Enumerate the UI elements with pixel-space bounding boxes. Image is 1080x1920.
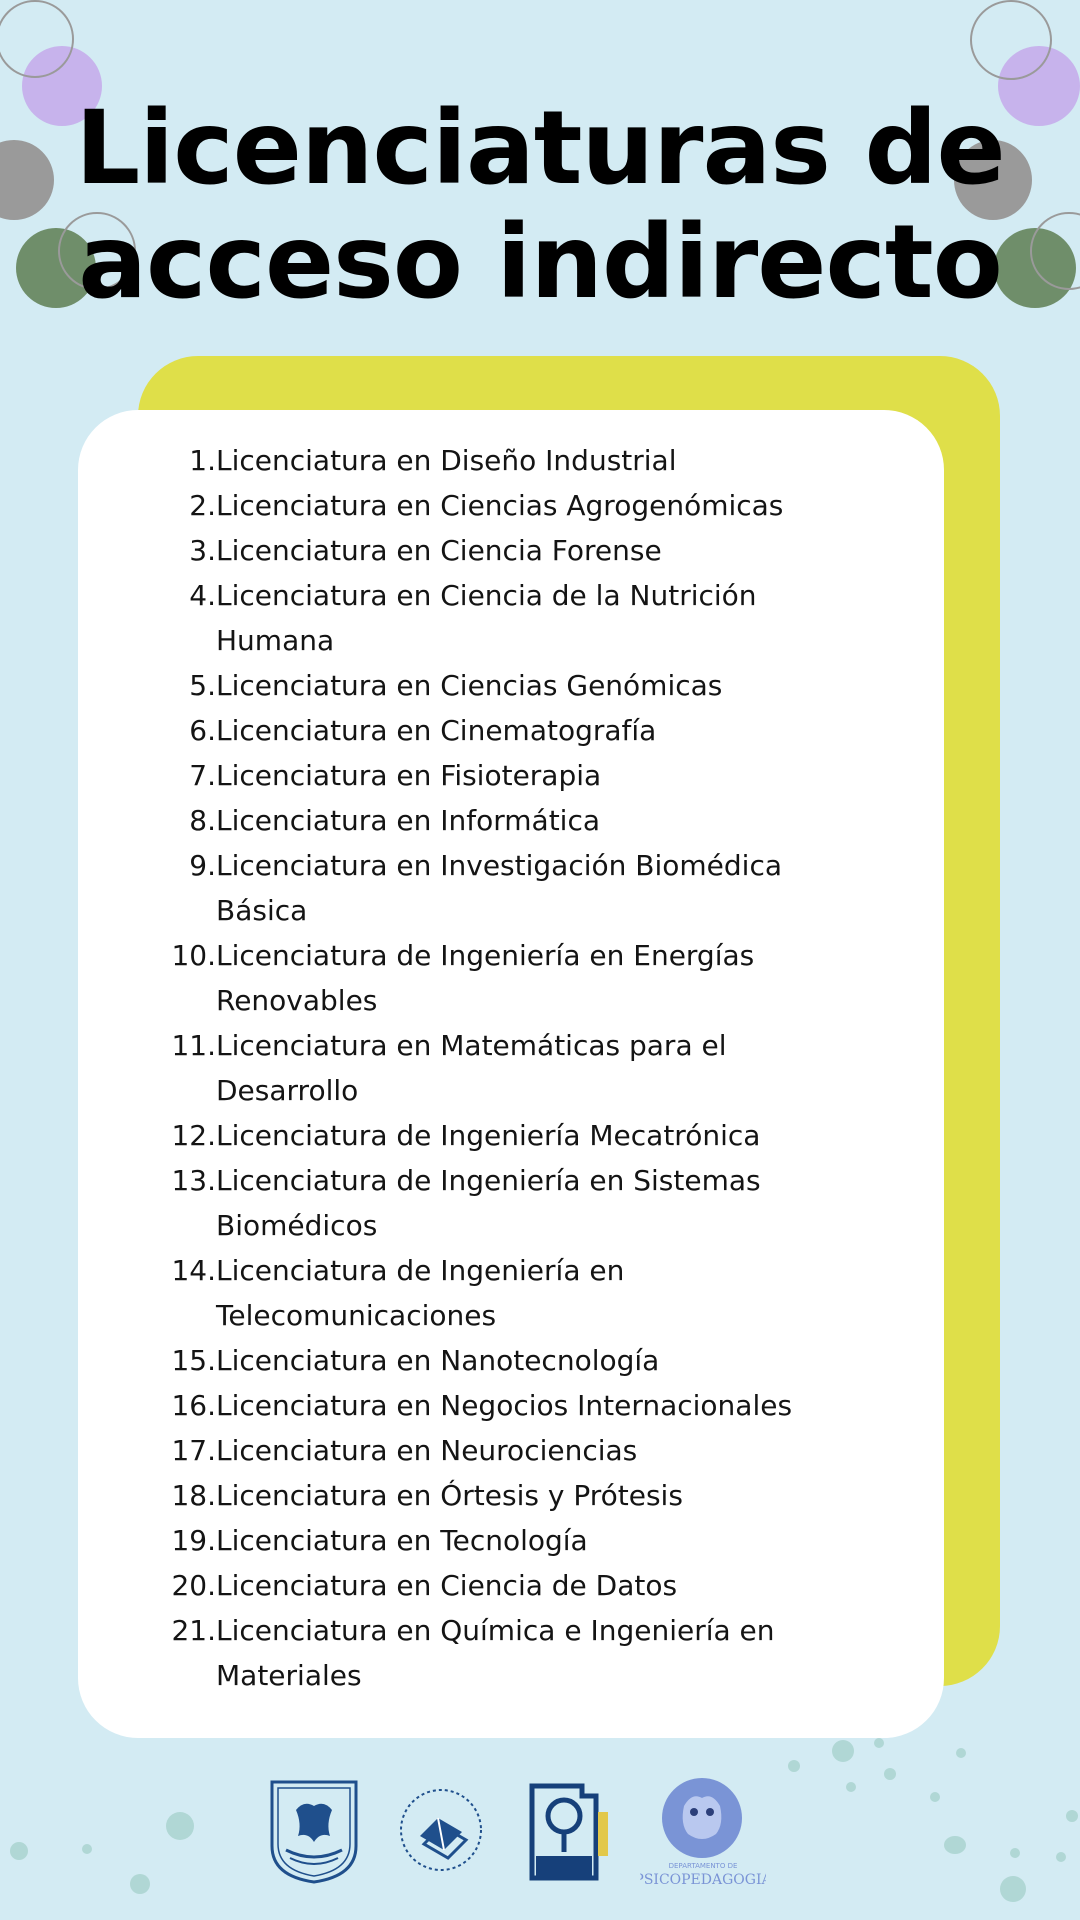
list-item: [140, 1473, 840, 1518]
list-item: [140, 618, 840, 663]
list-item-text: Licenciatura en Ciencia de la Nutrición: [216, 579, 757, 612]
list-item: [140, 528, 840, 573]
list-item-number: 14.: [171, 1254, 216, 1287]
psico-top-text: DEPARTAMENTO DE: [668, 1862, 738, 1870]
list-item: [140, 438, 840, 483]
unam-seal-logo: [266, 1776, 362, 1884]
list-item-number: 10.: [171, 939, 216, 972]
logos-row: [0, 1770, 1080, 1890]
list-item-text: Telecomunicaciones: [216, 1299, 497, 1332]
list-item-number: 12.: [171, 1119, 216, 1152]
cch-logo: [526, 1782, 612, 1882]
list-item-number: 2.: [189, 489, 216, 522]
list-item-text: Licenciatura en Tecnología: [216, 1524, 588, 1557]
list-item-text: Licenciatura en Investigación Biomédica: [216, 849, 783, 882]
list-item: [140, 573, 840, 618]
list-item: [140, 933, 840, 978]
title-line-1: Licenciaturas de: [75, 89, 1005, 208]
list-item: [140, 1428, 840, 1473]
list-item-text: Licenciatura en Nanotecnología: [216, 1344, 660, 1377]
list-item: [140, 1383, 840, 1428]
list-item-number: 6.: [189, 714, 216, 747]
list-item-number: 1.: [189, 444, 216, 477]
list-item: [140, 1113, 840, 1158]
list-item: [140, 1068, 840, 1113]
list-item-number: 3.: [189, 534, 216, 567]
list-item-number: 17.: [171, 1434, 216, 1467]
list-item: [140, 843, 840, 888]
page-title: [0, 89, 1080, 322]
list-item-text: Licenciatura de Ingeniería Mecatrónica: [216, 1119, 761, 1152]
footer-dot: [874, 1738, 884, 1748]
list-item-number: 4.: [189, 579, 216, 612]
list-item-number: 13.: [171, 1164, 216, 1197]
list-item-text: Licenciatura de Ingeniería en: [216, 1254, 625, 1287]
list-item-text: Licenciatura en Cinematografía: [216, 714, 657, 747]
list-item-text: Renovables: [216, 984, 378, 1017]
list-item: [140, 1203, 840, 1248]
list-item: [140, 1338, 840, 1383]
list-item-number: 9.: [189, 849, 216, 882]
list-item: [140, 1158, 840, 1203]
list-item-number: [140, 978, 216, 1023]
list-item-text: Licenciatura en Informática: [216, 804, 601, 837]
list-item-number: 18.: [171, 1479, 216, 1512]
list-item-text: Licenciatura en Ciencia de Datos: [216, 1569, 678, 1602]
ring-top-right: [970, 0, 1052, 80]
list-item: [140, 978, 840, 1023]
list-item: [140, 663, 840, 708]
degree-list: [140, 438, 840, 1698]
list-item: [140, 798, 840, 843]
list-item-text: Licenciatura en Diseño Industrial: [216, 444, 677, 477]
list-item-number: [140, 1293, 216, 1338]
list-item-text: Básica: [216, 894, 308, 927]
list-item-text: Humana: [216, 624, 335, 657]
list-item: [140, 1293, 840, 1338]
list-item-text: Licenciatura en Ciencia Forense: [216, 534, 662, 567]
list-item: [140, 1653, 840, 1698]
list-item-number: 16.: [171, 1389, 216, 1422]
list-item: [140, 1518, 840, 1563]
list-item-text: Licenciatura en Órtesis y Prótesis: [216, 1479, 683, 1512]
list-item-text: Licenciatura en Matemáticas para el: [216, 1029, 727, 1062]
psico-name-text: PSICOPEDAGOGIA: [640, 1872, 766, 1888]
list-item: [140, 753, 840, 798]
list-item-number: 11.: [171, 1029, 216, 1062]
footer-dot: [956, 1748, 966, 1758]
list-item-number: [140, 618, 216, 663]
list-item-text: Licenciatura en Neurociencias: [216, 1434, 638, 1467]
list-item-number: [140, 1653, 216, 1698]
list-item: [140, 1023, 840, 1068]
list-item: [140, 483, 840, 528]
list-item-text: Licenciatura en Química e Ingeniería en: [216, 1614, 775, 1647]
list-item-number: 8.: [189, 804, 216, 837]
list-item-number: 5.: [189, 669, 216, 702]
list-item-number: 15.: [171, 1344, 216, 1377]
list-item-text: Licenciatura en Fisioterapia: [216, 759, 602, 792]
list-item-text: Licenciatura en Negocios Internacionales: [216, 1389, 793, 1422]
list-item-number: 21.: [171, 1614, 216, 1647]
list-item-text: Desarrollo: [216, 1074, 359, 1107]
list-item-text: Materiales: [216, 1659, 362, 1692]
list-item-number: 7.: [189, 759, 216, 792]
list-item: [140, 1248, 840, 1293]
list-item: [140, 1608, 840, 1653]
list-item-number: 20.: [171, 1569, 216, 1602]
list-item-text: Licenciatura de Ingeniería en Energías: [216, 939, 755, 972]
list-item-number: 19.: [171, 1524, 216, 1557]
footer-dot: [832, 1740, 854, 1762]
list-item: [140, 888, 840, 933]
title-line-2: acceso indirecto: [78, 203, 1002, 322]
list-item-text: Licenciatura en Ciencias Agrogenómicas: [216, 489, 784, 522]
colegio-ciencias-humanidades-logo: [394, 1780, 488, 1880]
list-item-text: Licenciatura de Ingeniería en Sistemas: [216, 1164, 761, 1197]
list-item-number: [140, 888, 216, 933]
list-item-number: [140, 1203, 216, 1248]
list-item-text: Licenciatura en Ciencias Genómicas: [216, 669, 723, 702]
list-item: [140, 708, 840, 753]
list-item: [140, 1563, 840, 1608]
list-item-text: Biomédicos: [216, 1209, 378, 1242]
psicopedagogia-logo: [640, 1776, 766, 1888]
list-item-number: [140, 1068, 216, 1113]
